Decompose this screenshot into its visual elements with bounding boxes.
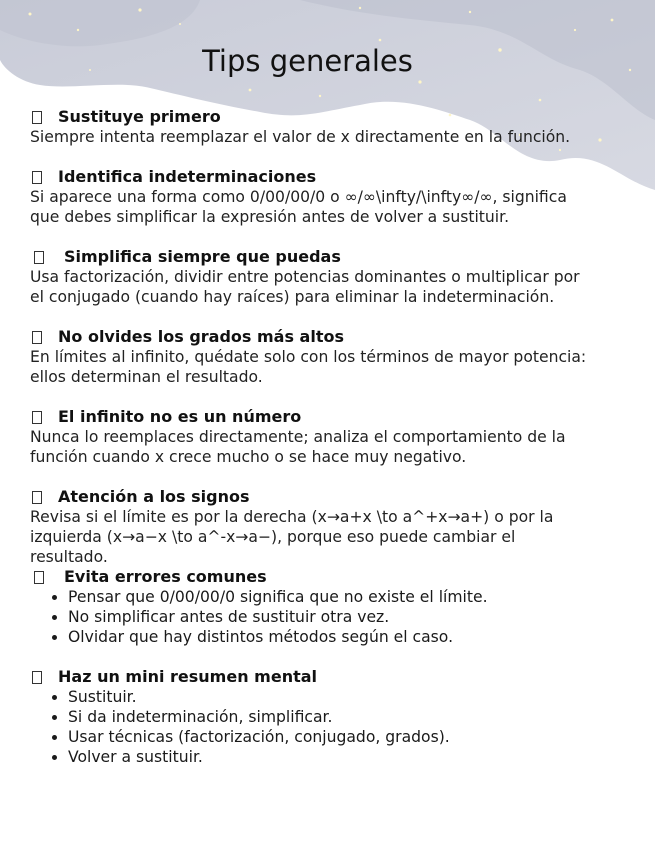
- tip-section: [30, 107, 590, 147]
- tip-body: Usa factorización, dividir entre potencias dominantes o multiplicar por el conjugado (cuando hay raíces) para eliminar la indeterminación.: [30, 268, 580, 306]
- list-item: • Olvidar que hay distintos métodos según el caso.: [68, 627, 590, 647]
- list-item: • Sustituir.: [68, 687, 590, 707]
- summary-section: [30, 667, 590, 767]
- list-item: • Volver a sustituir.: [68, 747, 590, 767]
- tip-heading: [30, 247, 590, 267]
- tip-body: Siempre intenta reemplazar el valor de x directamente en la función.: [30, 128, 571, 146]
- missing-glyph-icon: [32, 331, 42, 344]
- missing-glyph-icon: [34, 571, 44, 584]
- tip-body: Si aparece una forma como 0/00/00/0 o ∞/∞\infty/\infty∞/∞, significa que debes simplificar la expresión antes de volver a sustituir.: [30, 188, 567, 226]
- tip-heading: [30, 167, 590, 187]
- missing-glyph-icon: [32, 111, 42, 124]
- tip-heading: [30, 107, 590, 127]
- tip-heading-label: Haz un mini resumen mental: [58, 667, 318, 686]
- tip-heading: [30, 327, 590, 347]
- tip-section: [30, 487, 590, 567]
- tip-heading-label: Evita errores comunes: [64, 567, 267, 586]
- tip-section: [30, 407, 590, 467]
- errors-section: [30, 567, 590, 647]
- tip-heading-label: Atención a los signos: [58, 487, 250, 506]
- list-item: • Usar técnicas (factorización, conjugado, grados).: [68, 727, 590, 747]
- list-item: • No simplificar antes de sustituir otra vez.: [68, 607, 590, 627]
- page-title: Tips generales: [202, 44, 413, 78]
- tip-section: [30, 247, 590, 307]
- missing-glyph-icon: [32, 491, 42, 504]
- tip-body: En límites al infinito, quédate solo con los términos de mayor potencia: ellos determinan el resultado.: [30, 348, 587, 386]
- errors-list: [30, 587, 590, 647]
- missing-glyph-icon: [32, 411, 42, 424]
- tip-heading: [30, 407, 590, 427]
- tip-body: Revisa si el límite es por la derecha (x→a+x \to a^+x→a+) o por la izquierda (x→a−x \to a^-x→a−), porque eso puede cambiar el resultado.: [30, 508, 554, 566]
- missing-glyph-icon: [32, 171, 42, 184]
- tip-body: Nunca lo reemplaces directamente; analiza el comportamiento de la función cuando x crece mucho o se hace muy negativo.: [30, 428, 566, 466]
- tip-heading-label: Simplifica siempre que puedas: [64, 247, 341, 266]
- tip-heading: [30, 487, 590, 507]
- tip-section: [30, 167, 590, 227]
- tip-heading-label: Sustituye primero: [58, 107, 221, 126]
- tip-heading: [30, 667, 590, 687]
- list-item: • Pensar que 0/00/00/0 significa que no existe el límite.: [68, 587, 590, 607]
- tip-heading-label: Identifica indeterminaciones: [58, 167, 317, 186]
- missing-glyph-icon: [32, 671, 42, 684]
- tip-heading: [30, 567, 590, 587]
- missing-glyph-icon: [34, 251, 44, 264]
- tip-heading-label: El infinito no es un número: [58, 407, 302, 426]
- list-item: • Si da indeterminación, simplificar.: [68, 707, 590, 727]
- tips-list: [30, 107, 590, 767]
- tip-heading-label: No olvides los grados más altos: [58, 327, 344, 346]
- summary-list: [30, 687, 590, 767]
- tip-section: [30, 327, 590, 387]
